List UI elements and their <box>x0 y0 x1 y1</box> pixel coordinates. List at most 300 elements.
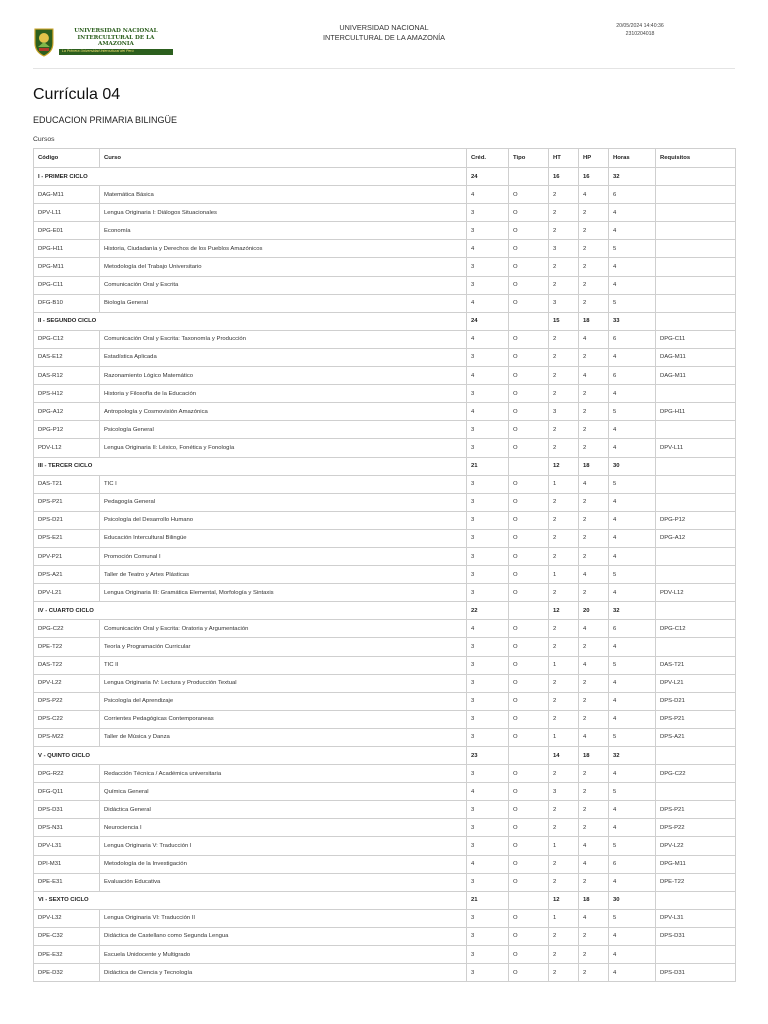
course-code: DFG-B10 <box>34 294 100 312</box>
course-type: O <box>509 566 549 584</box>
course-name: Taller de Teatro y Artes Plásticas <box>100 566 467 584</box>
course-hours: 4 <box>609 276 656 294</box>
course-code: DPG-P12 <box>34 421 100 439</box>
course-name: Teoría y Programación Curricular <box>100 638 467 656</box>
course-code: DPG-A12 <box>34 403 100 421</box>
course-hours: 4 <box>609 873 656 891</box>
program-name: EDUCACION PRIMARIA BILINGÜE <box>33 115 178 125</box>
column-header-creditos: Créd. <box>467 149 509 168</box>
table-row <box>34 873 736 891</box>
course-credits: 3 <box>467 511 509 529</box>
course-requirements: DPG-C11 <box>656 330 736 348</box>
course-hp: 2 <box>579 348 609 366</box>
course-hours: 5 <box>609 909 656 927</box>
course-ht: 2 <box>549 964 579 982</box>
course-name: Biología General <box>100 294 467 312</box>
course-type: O <box>509 801 549 819</box>
table-row <box>34 837 736 855</box>
header-divider <box>33 68 735 69</box>
column-header-tipo: Tipo <box>509 149 549 168</box>
course-requirements: DPS-P21 <box>656 801 736 819</box>
course-requirements: PDV-L12 <box>656 584 736 602</box>
course-code: DPS-H12 <box>34 385 100 403</box>
shield-icon <box>33 27 55 57</box>
cycle-credits: 21 <box>467 891 509 909</box>
table-row <box>34 240 736 258</box>
column-header-curso: Curso <box>100 149 467 168</box>
course-name: Didáctica de Ciencia y Tecnología <box>100 964 467 982</box>
course-hours: 6 <box>609 330 656 348</box>
course-hp: 2 <box>579 258 609 276</box>
table-row <box>34 855 736 873</box>
cycle-credits: 24 <box>467 312 509 330</box>
course-name: Lengua Originaria VI: Traducción II <box>100 909 467 927</box>
course-name: Metodología del Trabajo Universitario <box>100 258 467 276</box>
course-hp: 2 <box>579 819 609 837</box>
print-metadata <box>590 23 690 38</box>
course-requirements: DPG-P12 <box>656 511 736 529</box>
cycle-type-empty <box>509 747 549 765</box>
course-requirements: DPS-A21 <box>656 728 736 746</box>
table-body <box>34 168 736 982</box>
table-row <box>34 656 736 674</box>
course-requirements: DPG-C22 <box>656 765 736 783</box>
course-requirements <box>656 186 736 204</box>
course-requirements: DPS-P22 <box>656 819 736 837</box>
cycle-name: I - PRIMER CICLO <box>34 168 467 186</box>
course-type: O <box>509 855 549 873</box>
course-type: O <box>509 674 549 692</box>
course-credits: 3 <box>467 421 509 439</box>
course-ht: 2 <box>549 873 579 891</box>
table-header-row <box>34 149 736 168</box>
course-code: DPG-C11 <box>34 276 100 294</box>
course-code: DPV-P21 <box>34 547 100 565</box>
course-hours: 5 <box>609 240 656 258</box>
cycle-ht: 12 <box>549 891 579 909</box>
course-requirements <box>656 294 736 312</box>
course-hours: 4 <box>609 584 656 602</box>
cycle-name: VI - SEXTO CICLO <box>34 891 467 909</box>
course-code: DPE-E32 <box>34 946 100 964</box>
course-hp: 2 <box>579 964 609 982</box>
course-name: Antropología y Cosmovisión Amazónica <box>100 403 467 421</box>
course-name: Química General <box>100 783 467 801</box>
course-code: DPS-A21 <box>34 566 100 584</box>
course-requirements: DPV-L22 <box>656 837 736 855</box>
course-type: O <box>509 367 549 385</box>
course-ht: 2 <box>549 547 579 565</box>
course-ht: 2 <box>549 710 579 728</box>
course-credits: 3 <box>467 674 509 692</box>
course-type: O <box>509 946 549 964</box>
page-header <box>0 0 768 68</box>
course-credits: 3 <box>467 385 509 403</box>
course-credits: 3 <box>467 475 509 493</box>
cycle-row <box>34 457 736 475</box>
cycle-name: II - SEGUNDO CICLO <box>34 312 467 330</box>
course-code: DPG-R22 <box>34 765 100 783</box>
course-type: O <box>509 909 549 927</box>
course-ht: 3 <box>549 783 579 801</box>
course-type: O <box>509 765 549 783</box>
course-requirements: DAS-T21 <box>656 656 736 674</box>
course-ht: 2 <box>549 222 579 240</box>
course-type: O <box>509 620 549 638</box>
course-name: Corrientes Pedagógicas Contemporaneas <box>100 710 467 728</box>
course-hp: 4 <box>579 656 609 674</box>
course-type: O <box>509 186 549 204</box>
university-name <box>284 23 484 43</box>
course-type: O <box>509 927 549 945</box>
course-name: Didáctica de Castellano como Segunda Lengua <box>100 927 467 945</box>
course-hp: 2 <box>579 692 609 710</box>
course-type: O <box>509 330 549 348</box>
course-credits: 4 <box>467 855 509 873</box>
cycle-type-empty <box>509 891 549 909</box>
course-hp: 4 <box>579 566 609 584</box>
course-hours: 5 <box>609 728 656 746</box>
course-type: O <box>509 783 549 801</box>
course-code: DPS-N31 <box>34 819 100 837</box>
table-row <box>34 511 736 529</box>
course-requirements: DPV-L31 <box>656 909 736 927</box>
course-requirements <box>656 276 736 294</box>
course-name: Lengua Originaria III: Gramática Elemental, Morfología y Sintaxis <box>100 584 467 602</box>
course-type: O <box>509 421 549 439</box>
course-name: Lengua Originaria IV: Lectura y Producción Textual <box>100 674 467 692</box>
course-credits: 3 <box>467 222 509 240</box>
courses-table <box>33 148 736 982</box>
course-ht: 2 <box>549 385 579 403</box>
course-ht: 2 <box>549 330 579 348</box>
column-header-hp: HP <box>579 149 609 168</box>
cycle-hours: 30 <box>609 891 656 909</box>
course-code: DPV-L21 <box>34 584 100 602</box>
logo-line-2: INTERCULTURAL DE LA AMAZONIA <box>77 34 155 47</box>
course-type: O <box>509 529 549 547</box>
course-hp: 2 <box>579 385 609 403</box>
course-type: O <box>509 475 549 493</box>
course-hours: 4 <box>609 674 656 692</box>
course-credits: 3 <box>467 728 509 746</box>
course-name: Taller de Música y Danza <box>100 728 467 746</box>
table-row <box>34 927 736 945</box>
course-code: DPS-E21 <box>34 529 100 547</box>
cycle-hp: 16 <box>579 168 609 186</box>
course-credits: 3 <box>467 529 509 547</box>
course-code: DPS-D21 <box>34 511 100 529</box>
course-name: Comunicación Oral y Escrita: Oratoria y Argumentación <box>100 620 467 638</box>
course-name: Psicología del Desarrollo Humano <box>100 511 467 529</box>
cycle-row <box>34 602 736 620</box>
cycle-credits: 23 <box>467 747 509 765</box>
course-ht: 2 <box>549 439 579 457</box>
course-requirements: DAG-M11 <box>656 348 736 366</box>
table-row <box>34 819 736 837</box>
cycle-name: V - QUINTO CICLO <box>34 747 467 765</box>
course-code: DPV-L22 <box>34 674 100 692</box>
table-row <box>34 294 736 312</box>
course-requirements: DPG-M11 <box>656 855 736 873</box>
course-hours: 4 <box>609 529 656 547</box>
course-ht: 2 <box>549 692 579 710</box>
course-requirements <box>656 566 736 584</box>
course-credits: 3 <box>467 584 509 602</box>
course-ht: 2 <box>549 258 579 276</box>
university-name-line-2: INTERCULTURAL DE LA AMAZONÍA <box>322 33 446 42</box>
course-hp: 2 <box>579 529 609 547</box>
course-credits: 4 <box>467 783 509 801</box>
course-type: O <box>509 638 549 656</box>
course-hp: 4 <box>579 475 609 493</box>
course-code: DPI-M31 <box>34 855 100 873</box>
course-hp: 2 <box>579 421 609 439</box>
logo-line-1: UNIVERSIDAD NACIONAL <box>74 28 158 35</box>
course-requirements: DPE-T22 <box>656 873 736 891</box>
cycle-credits: 24 <box>467 168 509 186</box>
course-requirements <box>656 258 736 276</box>
course-type: O <box>509 547 549 565</box>
section-label: Cursos <box>33 136 55 143</box>
table-row <box>34 547 736 565</box>
course-requirements <box>656 475 736 493</box>
course-credits: 3 <box>467 837 509 855</box>
course-hours: 4 <box>609 348 656 366</box>
course-hours: 4 <box>609 819 656 837</box>
course-name: Matemática Básica <box>100 186 467 204</box>
course-code: DAS-R12 <box>34 367 100 385</box>
table-row <box>34 475 736 493</box>
course-requirements <box>656 493 736 511</box>
course-ht: 3 <box>549 240 579 258</box>
course-hours: 4 <box>609 710 656 728</box>
course-ht: 3 <box>549 294 579 312</box>
table-row <box>34 710 736 728</box>
course-code: DPG-M11 <box>34 258 100 276</box>
course-hours: 4 <box>609 946 656 964</box>
course-requirements: DPV-L21 <box>656 674 736 692</box>
course-hp: 2 <box>579 710 609 728</box>
cycle-hp: 18 <box>579 891 609 909</box>
course-code: DPV-L11 <box>34 204 100 222</box>
table-row <box>34 330 736 348</box>
course-credits: 3 <box>467 819 509 837</box>
university-name-line-1: UNIVERSIDAD NACIONAL <box>339 23 429 32</box>
column-header-horas: Horas <box>609 149 656 168</box>
cycle-hours: 30 <box>609 457 656 475</box>
course-hours: 4 <box>609 964 656 982</box>
course-ht: 2 <box>549 819 579 837</box>
course-name: Estadística Aplicada <box>100 348 467 366</box>
course-hours: 5 <box>609 403 656 421</box>
course-credits: 4 <box>467 330 509 348</box>
table-row <box>34 584 736 602</box>
course-code: DPS-P22 <box>34 692 100 710</box>
course-hp: 4 <box>579 367 609 385</box>
table-row <box>34 258 736 276</box>
course-ht: 2 <box>549 946 579 964</box>
course-code: DPG-E01 <box>34 222 100 240</box>
course-code: DPS-M22 <box>34 728 100 746</box>
course-name: Escuela Unidocente y Multigrado <box>100 946 467 964</box>
course-code: DAG-M11 <box>34 186 100 204</box>
course-code: PDV-L12 <box>34 439 100 457</box>
course-type: O <box>509 692 549 710</box>
course-hp: 4 <box>579 837 609 855</box>
course-ht: 2 <box>549 674 579 692</box>
table-row <box>34 348 736 366</box>
course-hp: 2 <box>579 222 609 240</box>
cycle-credits: 22 <box>467 602 509 620</box>
course-name: Economía <box>100 222 467 240</box>
course-code: DAS-T21 <box>34 475 100 493</box>
course-name: Lengua Originaria V: Traducción I <box>100 837 467 855</box>
course-requirements: DPG-C12 <box>656 620 736 638</box>
course-ht: 2 <box>549 620 579 638</box>
table-row <box>34 692 736 710</box>
table-row <box>34 204 736 222</box>
cycle-hours: 33 <box>609 312 656 330</box>
course-hp: 2 <box>579 927 609 945</box>
course-hp: 4 <box>579 620 609 638</box>
course-credits: 3 <box>467 692 509 710</box>
course-name: Redacción Técnica / Académica universitaria <box>100 765 467 783</box>
course-ht: 2 <box>549 638 579 656</box>
course-credits: 3 <box>467 909 509 927</box>
course-credits: 3 <box>467 710 509 728</box>
course-requirements: DPS-D21 <box>656 692 736 710</box>
course-hours: 4 <box>609 801 656 819</box>
course-ht: 2 <box>549 367 579 385</box>
course-credits: 4 <box>467 294 509 312</box>
course-code: DPE-E31 <box>34 873 100 891</box>
course-credits: 3 <box>467 258 509 276</box>
course-hours: 4 <box>609 511 656 529</box>
column-header-requisitos: Requisitos <box>656 149 736 168</box>
course-name: Neurociencia I <box>100 819 467 837</box>
course-hp: 4 <box>579 330 609 348</box>
page-title: Currícula 04 <box>33 86 121 103</box>
course-hp: 2 <box>579 240 609 258</box>
course-requirements: DPS-D31 <box>656 964 736 982</box>
cycle-hours: 32 <box>609 747 656 765</box>
course-hp: 2 <box>579 204 609 222</box>
course-hp: 4 <box>579 909 609 927</box>
course-name: TIC II <box>100 656 467 674</box>
course-ht: 2 <box>549 511 579 529</box>
table-row <box>34 276 736 294</box>
course-requirements <box>656 222 736 240</box>
course-hours: 5 <box>609 656 656 674</box>
course-code: DAS-T22 <box>34 656 100 674</box>
course-hours: 6 <box>609 186 656 204</box>
course-name: Psicología del Aprendizaje <box>100 692 467 710</box>
cycle-row <box>34 747 736 765</box>
course-name: Lengua Originaria II: Léxico, Fonética y Fonología <box>100 439 467 457</box>
cycle-hp: 18 <box>579 457 609 475</box>
university-logo <box>33 26 173 58</box>
course-type: O <box>509 204 549 222</box>
table-row <box>34 493 736 511</box>
course-requirements <box>656 547 736 565</box>
cycle-row <box>34 168 736 186</box>
table-row <box>34 421 736 439</box>
course-requirements: DPG-H11 <box>656 403 736 421</box>
cycle-hp: 20 <box>579 602 609 620</box>
cycle-hp: 18 <box>579 747 609 765</box>
course-ht: 2 <box>549 276 579 294</box>
column-header-ht: HT <box>549 149 579 168</box>
course-hp: 2 <box>579 439 609 457</box>
course-requirements: DPS-D31 <box>656 927 736 945</box>
cycle-type-empty <box>509 168 549 186</box>
course-ht: 2 <box>549 186 579 204</box>
course-hp: 4 <box>579 728 609 746</box>
course-type: O <box>509 873 549 891</box>
cycle-credits: 21 <box>467 457 509 475</box>
course-credits: 3 <box>467 946 509 964</box>
table-row <box>34 403 736 421</box>
cycle-hours: 32 <box>609 168 656 186</box>
course-ht: 2 <box>549 348 579 366</box>
table-row <box>34 385 736 403</box>
course-hours: 6 <box>609 367 656 385</box>
cycle-ht: 16 <box>549 168 579 186</box>
course-name: Razonamiento Lógico Matemático <box>100 367 467 385</box>
course-hours: 4 <box>609 439 656 457</box>
course-hours: 6 <box>609 620 656 638</box>
course-hp: 2 <box>579 584 609 602</box>
cycle-requirements-empty <box>656 312 736 330</box>
course-requirements <box>656 421 736 439</box>
course-hours: 4 <box>609 493 656 511</box>
table-row <box>34 801 736 819</box>
cycle-type-empty <box>509 457 549 475</box>
course-hp: 2 <box>579 493 609 511</box>
course-ht: 2 <box>549 801 579 819</box>
course-hp: 2 <box>579 783 609 801</box>
table-row <box>34 186 736 204</box>
table-row <box>34 367 736 385</box>
course-credits: 3 <box>467 439 509 457</box>
table-row <box>34 638 736 656</box>
table-row <box>34 620 736 638</box>
table-row <box>34 439 736 457</box>
cycle-requirements-empty <box>656 891 736 909</box>
course-hp: 4 <box>579 186 609 204</box>
course-hours: 6 <box>609 855 656 873</box>
course-name: TIC I <box>100 475 467 493</box>
course-hp: 2 <box>579 511 609 529</box>
table-row <box>34 783 736 801</box>
cycle-ht: 12 <box>549 602 579 620</box>
table-row <box>34 728 736 746</box>
table-row <box>34 222 736 240</box>
course-ht: 1 <box>549 475 579 493</box>
course-name: Psicología General <box>100 421 467 439</box>
course-hours: 5 <box>609 566 656 584</box>
course-name: Lengua Originaria I: Diálogos Situacionales <box>100 204 467 222</box>
course-hours: 4 <box>609 222 656 240</box>
course-hours: 4 <box>609 385 656 403</box>
course-code: DPS-C22 <box>34 710 100 728</box>
course-credits: 3 <box>467 964 509 982</box>
course-type: O <box>509 258 549 276</box>
course-type: O <box>509 439 549 457</box>
course-credits: 4 <box>467 620 509 638</box>
cycle-hours: 32 <box>609 602 656 620</box>
